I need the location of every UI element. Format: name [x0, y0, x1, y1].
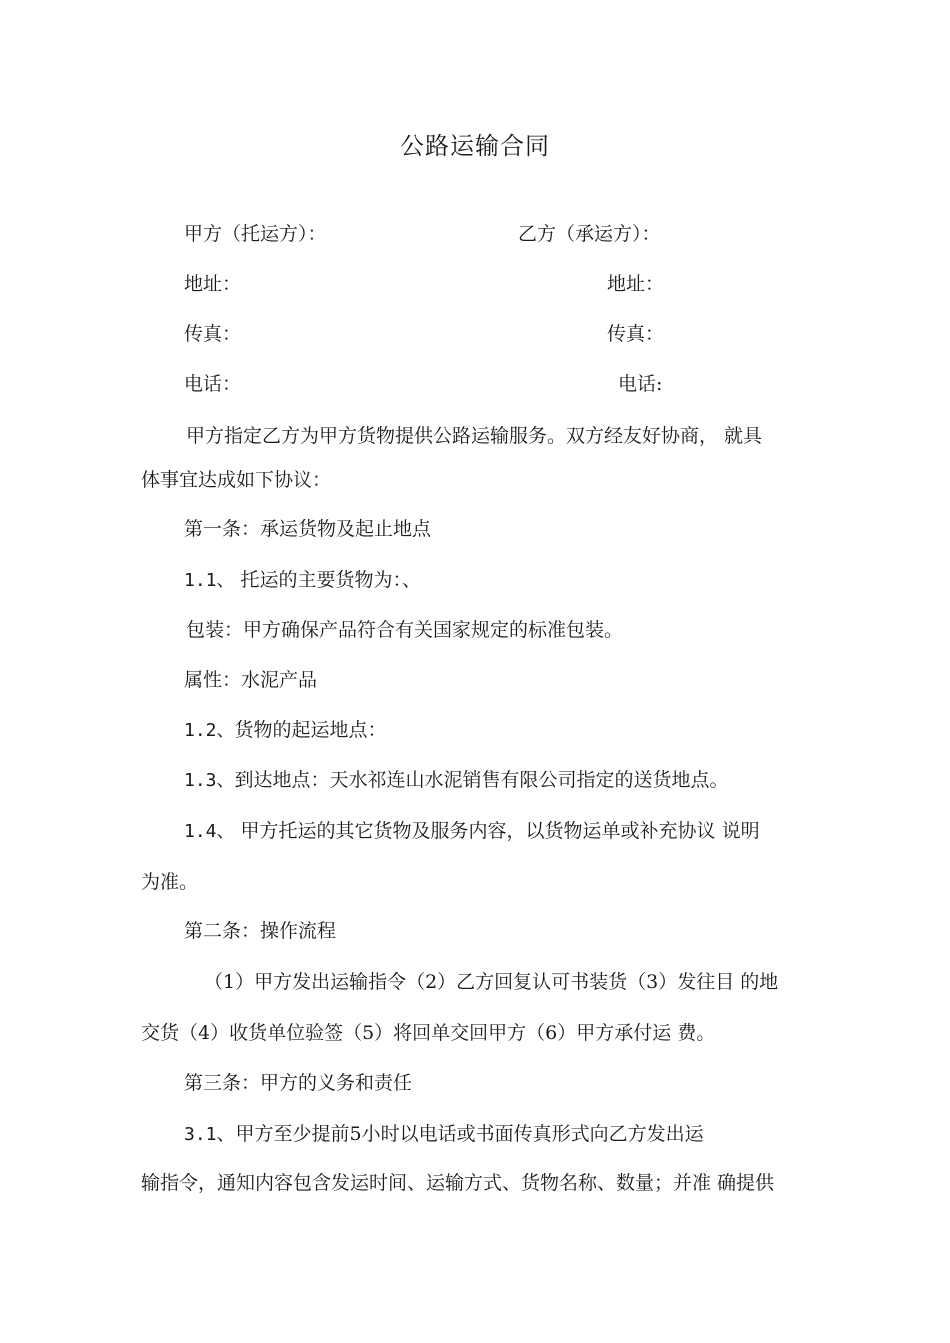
- party-b-phone: 电话:: [618, 373, 663, 395]
- item-1-3-number: 1.3、: [184, 770, 235, 791]
- item-1-4-continuation: 为准。: [141, 871, 199, 893]
- party-b-fax: 传真：: [607, 323, 665, 345]
- party-a-phone: 电话：: [184, 373, 242, 395]
- item-1-1: [184, 568, 421, 593]
- item-1-1-text: 托运的主要货物为：、: [234, 569, 422, 591]
- party-b-label: 乙方（承运方）：: [518, 223, 661, 245]
- attribute-line: 属性：水泥产品: [184, 669, 318, 691]
- item-3-1-continuation: 输指令，通知内容包含发运时间、运输方式、货物名称、数量；并准 确提供: [141, 1172, 775, 1194]
- process-line-2: 交货（4）收货单位验签（5）将回单交回甲方（6）甲方承付运 费。: [141, 1022, 716, 1044]
- item-1-3-text: 到达地点：天水祁连山水泥销售有限公司指定的送货地点。: [234, 769, 729, 791]
- item-1-4: [184, 819, 760, 844]
- item-1-3: [184, 768, 729, 793]
- item-1-2: [184, 718, 387, 743]
- intro-line-1: 甲方指定乙方为甲方货物提供公路运输服务。双方经友好协商， 就具: [186, 425, 763, 447]
- party-a-fax: 传真：: [184, 323, 242, 345]
- item-1-4-number: 1.4、: [184, 821, 235, 842]
- item-3-1-number: 3.1: [184, 1124, 217, 1145]
- item-1-1-number: 1.1、: [184, 570, 235, 591]
- item-1-2-text: 货物的起运地点：: [234, 719, 387, 741]
- party-b-address: 地址：: [607, 273, 665, 295]
- article-3-heading: 第三条：甲方的义务和责任: [184, 1072, 413, 1094]
- item-1-4-text: 甲方托运的其它货物及服务内容，以货物运单或补充协议 说明: [234, 820, 760, 842]
- item-1-2-number: 1.2、: [184, 720, 235, 741]
- intro-line-2: 体事宜达成如下协议：: [141, 469, 332, 491]
- process-line-1: （1）甲方发出运输指令（2）乙方回复认可书装货（3）发往目 的地: [204, 971, 779, 993]
- document-title: 公路运输合同: [400, 132, 550, 160]
- item-3-1-text: 、甲方至少提前5小时以电话或书面传真形式向乙方发出运: [216, 1123, 704, 1145]
- item-3-1: [184, 1122, 704, 1147]
- packaging-line: 包装：甲方确保产品符合有关国家规定的标准包装。: [186, 619, 624, 641]
- party-a-label: 甲方（托运方）：: [184, 223, 327, 245]
- party-a-address: 地址：: [184, 273, 242, 295]
- article-1-heading: 第一条：承运货物及起止地点: [184, 518, 432, 540]
- article-2-heading: 第二条：操作流程: [184, 920, 337, 942]
